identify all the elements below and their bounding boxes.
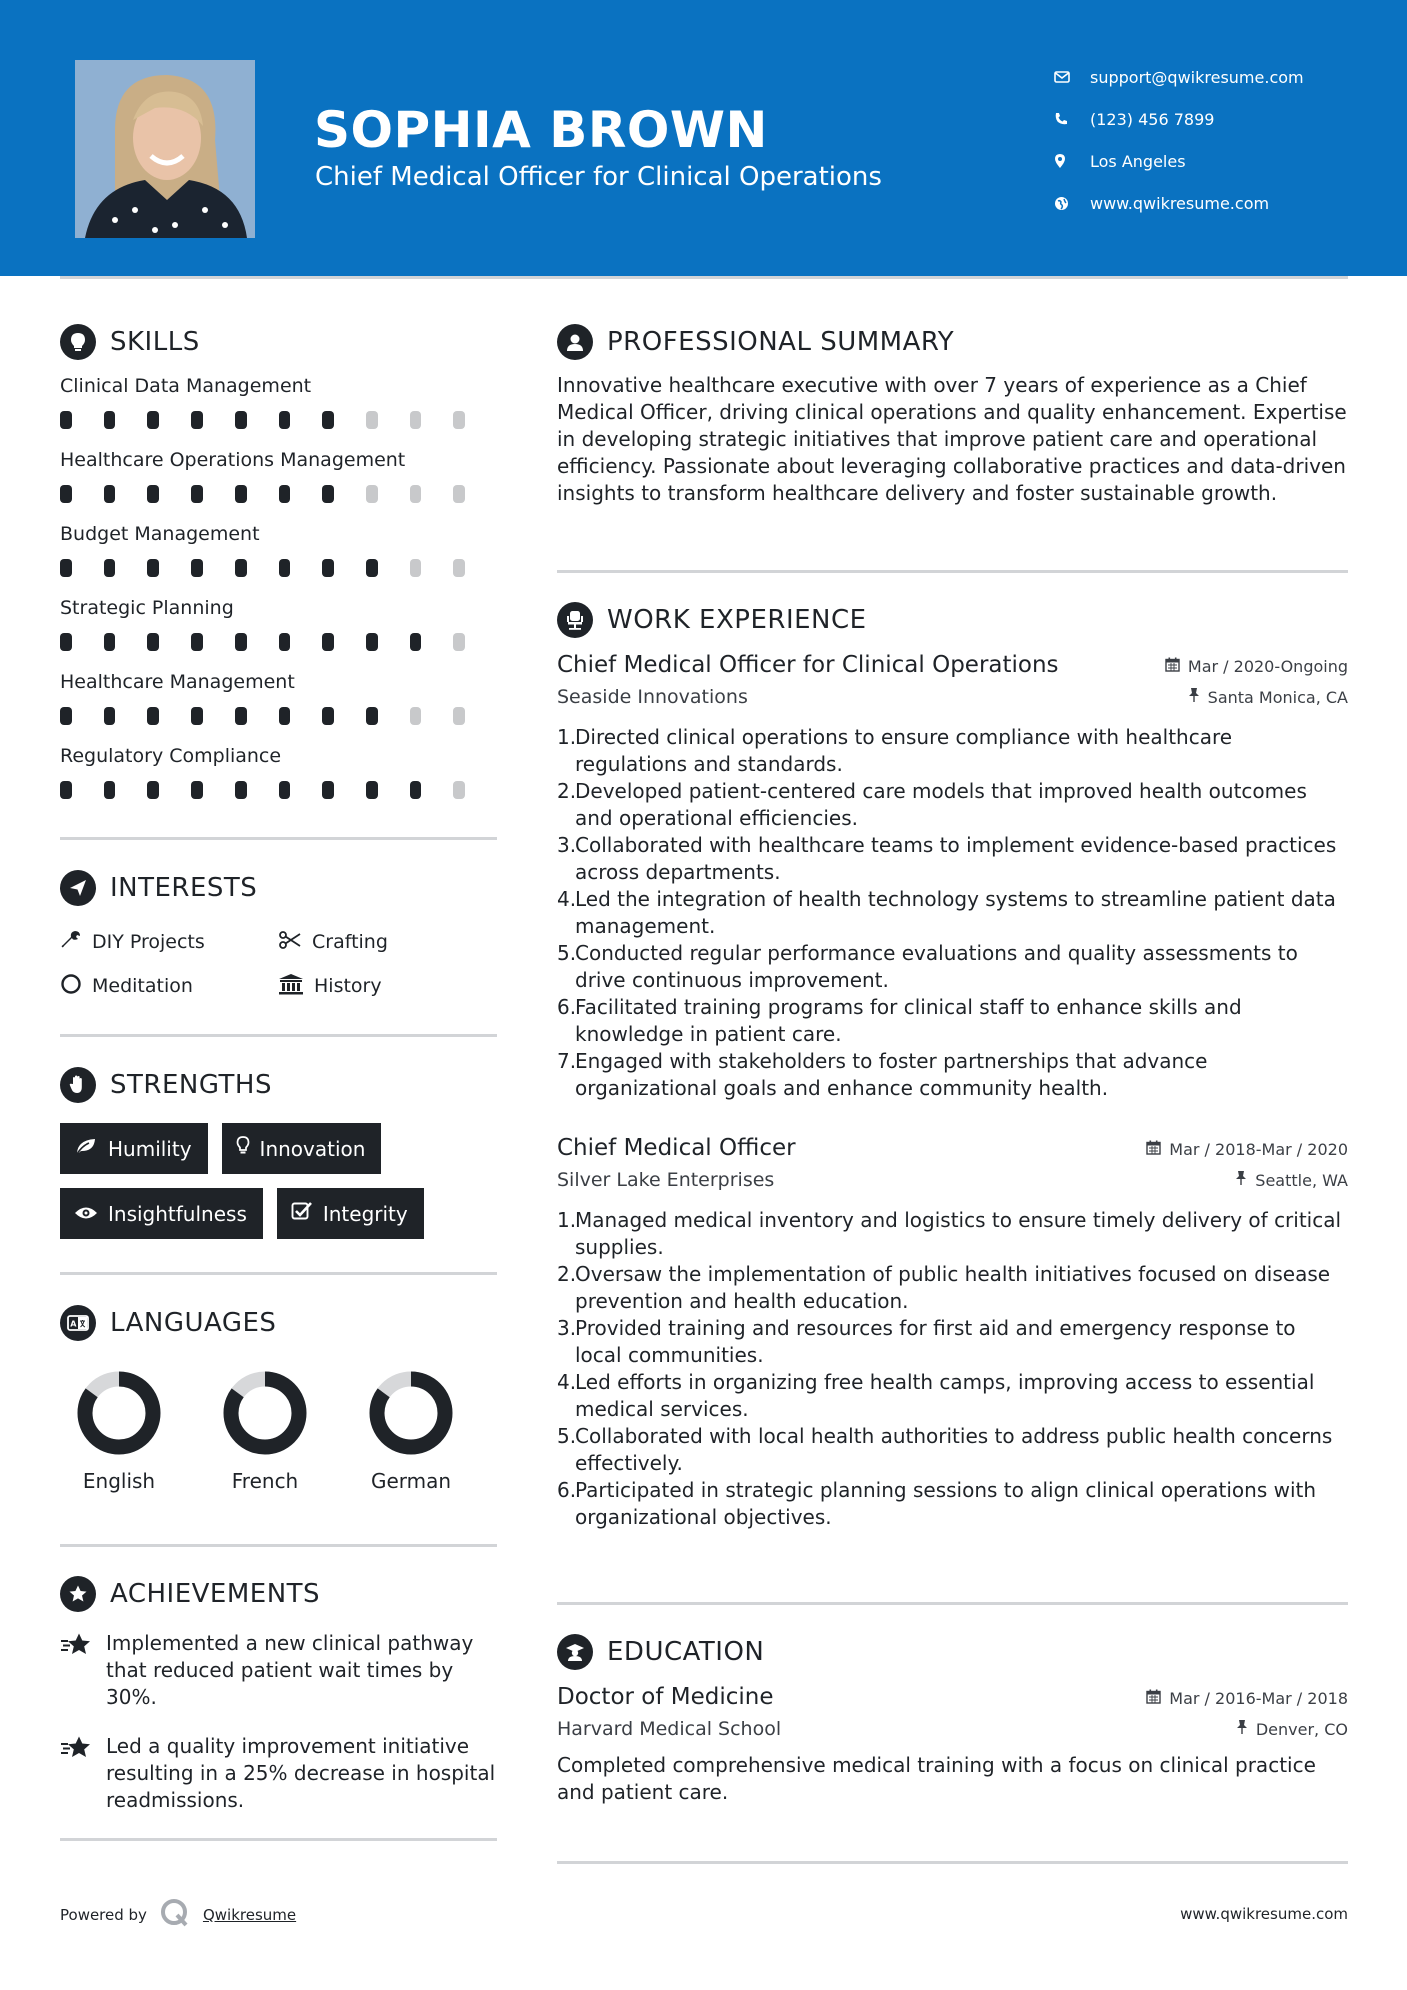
achievements-divider <box>60 1838 497 1841</box>
skill-item <box>60 597 497 671</box>
skills-title: SKILLS <box>110 327 200 357</box>
interests-list <box>60 928 497 1000</box>
rating-dot <box>60 411 72 429</box>
header-divider <box>60 276 1348 279</box>
job-title: Chief Medical Officer <box>557 1135 796 1161</box>
skills-divider <box>60 837 497 840</box>
skill-name: Strategic Planning <box>60 597 234 619</box>
rating-dot <box>60 781 72 799</box>
language-level-ring <box>77 1371 161 1455</box>
achievement-text: Implemented a new clinical pathway that reduced patient wait times by 30%. <box>106 1631 474 1709</box>
duty-text: Led the integration of health technology systems to streamline patient data management. <box>575 887 1336 938</box>
rating-dot <box>147 559 159 577</box>
strength-badge <box>60 1188 263 1239</box>
rating-dot <box>279 633 291 651</box>
interests-title: INTERESTS <box>110 873 258 903</box>
interest-label: History <box>314 975 382 997</box>
job-entry <box>557 652 1348 1102</box>
rating-dot <box>453 411 465 429</box>
duty-number: 1. <box>557 1208 577 1232</box>
pushpin-icon <box>1236 1719 1248 1739</box>
circle-icon <box>60 973 82 1000</box>
language-level-ring <box>369 1371 453 1455</box>
candidate-role: Chief Medical Officer for Clinical Operations <box>315 162 882 192</box>
rating-dot <box>147 485 159 503</box>
calendar-icon <box>1146 1140 1161 1159</box>
duty-text: Oversaw the implementation of public health initiatives focused on disease prevention and health education. <box>575 1262 1331 1313</box>
rating-dot <box>322 707 334 725</box>
experience-divider <box>557 1602 1348 1605</box>
rating-dot <box>279 707 291 725</box>
museum-icon <box>278 973 304 1000</box>
education-heading <box>557 1634 1348 1670</box>
language-level-ring <box>223 1371 307 1455</box>
duty-item <box>557 1315 1348 1369</box>
rating-dot <box>235 559 247 577</box>
education-location <box>1236 1719 1348 1739</box>
rating-dot <box>191 707 203 725</box>
achievements-section <box>60 1576 497 1836</box>
duty-item <box>557 1477 1348 1531</box>
resume-header <box>0 0 1407 276</box>
rating-dot <box>453 485 465 503</box>
skill-name: Healthcare Management <box>60 671 295 693</box>
star-icon <box>60 1735 92 1814</box>
job-entry <box>557 1135 1348 1531</box>
lightbulb-icon <box>236 1135 250 1162</box>
hand-icon <box>60 1067 96 1103</box>
language-label: English <box>82 1469 156 1493</box>
star-badge-icon <box>60 1576 96 1612</box>
education-text: Completed comprehensive medical training with a focus on clinical practice and patient care. <box>557 1753 1316 1804</box>
job-title: Chief Medical Officer for Clinical Operations <box>557 652 1059 678</box>
skill-rating <box>60 553 497 597</box>
rating-dot <box>322 781 334 799</box>
paper-plane-icon <box>60 870 96 906</box>
achievements-title: ACHIEVEMENTS <box>110 1579 321 1609</box>
languages-heading <box>60 1305 497 1341</box>
skill-rating <box>60 701 497 745</box>
achievements-list <box>60 1630 497 1814</box>
duty-item <box>557 1369 1348 1423</box>
qwikresume-logo-icon <box>159 1897 191 1933</box>
strength-badge <box>60 1123 208 1174</box>
interest-label: DIY Projects <box>92 931 205 953</box>
rating-dot <box>147 781 159 799</box>
duty-number: 1. <box>557 725 577 749</box>
duty-number: 5. <box>557 1424 577 1448</box>
rating-dot <box>410 633 422 651</box>
strengths-divider <box>60 1272 497 1275</box>
education-title: EDUCATION <box>607 1637 765 1667</box>
rating-dot <box>60 559 72 577</box>
footer-powered-by <box>60 1897 296 1933</box>
job-location <box>1235 1170 1348 1190</box>
strength-label: Integrity <box>322 1201 408 1226</box>
rating-dot <box>366 633 378 651</box>
job-location <box>1188 687 1348 707</box>
skill-name: Healthcare Operations Management <box>60 449 406 471</box>
job-dates <box>1146 1140 1348 1159</box>
education-dates <box>1146 1689 1348 1708</box>
rating-dot <box>104 559 116 577</box>
skill-item <box>60 523 497 597</box>
job-company: Seaside Innovations <box>557 686 748 708</box>
rating-dot <box>322 411 334 429</box>
language-label: German <box>370 1469 452 1493</box>
experience-section <box>557 602 1348 1531</box>
experience-title: WORK EXPERIENCE <box>607 605 867 635</box>
job-dates-text: Mar / 2018-Mar / 2020 <box>1169 1140 1348 1159</box>
strength-label: Insightfulness <box>108 1201 247 1226</box>
rating-dot <box>235 411 247 429</box>
duty-text: Collaborated with healthcare teams to implement evidence-based practices across departments. <box>575 833 1337 884</box>
rating-dot <box>322 485 334 503</box>
pushpin-icon <box>1235 1170 1247 1190</box>
strengths-section <box>60 1067 497 1239</box>
contact-website-text: www.qwikresume.com <box>1090 193 1270 213</box>
skills-section <box>60 324 497 819</box>
skill-name: Budget Management <box>60 523 260 545</box>
duty-item <box>557 994 1348 1048</box>
duty-number: 2. <box>557 1262 577 1286</box>
duty-number: 3. <box>557 833 577 857</box>
duty-text: Conducted regular performance evaluations and quality assessments to drive continuous improvement. <box>575 941 1298 992</box>
rating-dot <box>147 633 159 651</box>
candidate-name: SOPHIA BROWN <box>314 101 768 159</box>
rating-dot <box>191 781 203 799</box>
rating-dot <box>366 559 378 577</box>
job-duties <box>557 724 1348 1102</box>
duty-number: 4. <box>557 887 577 911</box>
rating-dot <box>410 707 422 725</box>
skill-rating <box>60 479 497 523</box>
skills-list <box>60 375 497 819</box>
summary-section <box>557 324 1348 507</box>
star-icon <box>60 1632 92 1711</box>
languages-section <box>60 1305 497 1493</box>
rating-dot <box>453 633 465 651</box>
strengths-heading <box>60 1067 497 1103</box>
wrench-icon <box>60 929 82 956</box>
duty-number: 5. <box>557 941 577 965</box>
duty-item <box>557 724 1348 778</box>
interest-item <box>60 972 278 1000</box>
job-dates-text: Mar / 2020-Ongoing <box>1187 657 1348 676</box>
job-duties <box>557 1207 1348 1531</box>
contact-email[interactable] <box>1054 56 1304 98</box>
skill-name: Regulatory Compliance <box>60 745 282 767</box>
rating-dot <box>410 485 422 503</box>
languages-list <box>60 1371 497 1493</box>
contact-phone[interactable] <box>1054 98 1304 140</box>
rating-dot <box>235 485 247 503</box>
office-chair-icon <box>557 602 593 638</box>
skill-rating <box>60 627 497 671</box>
duty-text: Participated in strategic planning sessions to align clinical operations with organizational objectives. <box>575 1478 1317 1529</box>
duty-item <box>557 940 1348 994</box>
rating-dot <box>366 781 378 799</box>
rating-dot <box>191 559 203 577</box>
rating-dot <box>235 707 247 725</box>
education-location-text: Denver, CO <box>1255 1719 1348 1739</box>
duty-item <box>557 832 1348 886</box>
calendar-icon <box>1165 657 1180 676</box>
interest-label: Crafting <box>312 931 388 953</box>
rating-dot <box>322 633 334 651</box>
duty-text: Provided training and resources for first aid and emergency response to local communities. <box>575 1316 1296 1367</box>
rating-dot <box>191 411 203 429</box>
achievements-heading <box>60 1576 497 1612</box>
job-company: Silver Lake Enterprises <box>557 1169 775 1191</box>
contact-info <box>1054 56 1304 224</box>
education-entry <box>557 1684 1348 1806</box>
rating-dot <box>191 485 203 503</box>
rating-dot <box>366 485 378 503</box>
brand-link[interactable]: Qwikresume <box>202 1906 297 1924</box>
language-item <box>78 1371 160 1493</box>
summary-divider <box>557 570 1348 573</box>
skills-heading <box>60 324 497 360</box>
duty-item <box>557 886 1348 940</box>
duty-text: Developed patient-centered care models that improved health outcomes and operational efficiencies. <box>575 779 1307 830</box>
rating-dot <box>279 411 291 429</box>
language-label: French <box>231 1469 299 1493</box>
rating-dot <box>60 633 72 651</box>
globe-icon <box>1054 196 1090 211</box>
job-location-text: Seattle, WA <box>1255 1170 1348 1190</box>
summary-title: PROFESSIONAL SUMMARY <box>607 327 955 357</box>
scissors-icon <box>278 930 302 955</box>
interest-label: Meditation <box>92 975 193 997</box>
phone-icon <box>1054 112 1090 126</box>
duty-text: Led efforts in organizing free health camps, improving access to essential medical services. <box>575 1370 1315 1421</box>
languages-title: LANGUAGES <box>110 1308 277 1338</box>
duty-number: 7. <box>557 1049 577 1073</box>
job-location-text: Santa Monica, CA <box>1207 687 1348 707</box>
rating-dot <box>366 707 378 725</box>
profile-photo <box>75 60 255 238</box>
duty-number: 6. <box>557 1478 577 1502</box>
rating-dot <box>410 559 422 577</box>
skill-rating <box>60 405 497 449</box>
duty-text: Engaged with stakeholders to foster partnerships that advance organizational goals and enhance community health. <box>575 1049 1208 1100</box>
summary-heading <box>557 324 1348 360</box>
leaf-icon <box>74 1136 98 1161</box>
rating-dot <box>191 633 203 651</box>
skill-item <box>60 375 497 449</box>
strength-label: Humility <box>108 1136 192 1161</box>
interests-heading <box>60 870 497 906</box>
achievement-text: Led a quality improvement initiative resulting in a 25% decrease in hospital readmissions. <box>106 1734 496 1812</box>
svg-text:A: A <box>70 1319 77 1329</box>
powered-by-text: Powered by <box>60 1906 147 1924</box>
skill-name: Clinical Data Management <box>60 375 312 397</box>
rating-dot <box>453 707 465 725</box>
graduate-icon <box>557 1634 593 1670</box>
skill-item <box>60 745 497 819</box>
footer-website[interactable]: www.qwikresume.com <box>1180 1905 1348 1923</box>
interests-divider <box>60 1034 497 1037</box>
eye-icon <box>74 1202 98 1226</box>
duty-text: Managed medical inventory and logistics to ensure timely delivery of critical supplies. <box>575 1208 1342 1259</box>
rating-dot <box>104 633 116 651</box>
duty-number: 4. <box>557 1370 577 1394</box>
contact-phone-text: (123) 456 7899 <box>1090 109 1215 129</box>
interest-item <box>60 928 278 956</box>
education-section <box>557 1634 1348 1806</box>
duty-item <box>557 1207 1348 1261</box>
contact-location <box>1054 140 1304 182</box>
duty-text: Directed clinical operations to ensure compliance with healthcare regulations and standards. <box>575 725 1233 776</box>
skill-item <box>60 449 497 523</box>
achievement-item <box>60 1630 497 1711</box>
interests-section <box>60 870 497 1000</box>
rating-dot <box>104 411 116 429</box>
languages-divider <box>60 1544 497 1547</box>
pushpin-icon <box>1188 687 1200 707</box>
lightbulb-icon <box>60 324 96 360</box>
rating-dot <box>104 781 116 799</box>
rating-dot <box>60 707 72 725</box>
rating-dot <box>279 485 291 503</box>
duty-number: 2. <box>557 779 577 803</box>
contact-email-text: support@qwikresume.com <box>1090 67 1304 87</box>
experience-heading <box>557 602 1348 638</box>
strength-label: Innovation <box>259 1136 366 1161</box>
rating-dot <box>104 485 116 503</box>
duty-item <box>557 1048 1348 1102</box>
rating-dot <box>453 781 465 799</box>
strengths-title: STRENGTHS <box>110 1070 272 1100</box>
rating-dot <box>410 411 422 429</box>
strengths-list <box>60 1123 460 1239</box>
strength-badge <box>277 1188 424 1239</box>
calendar-icon <box>1146 1689 1161 1708</box>
rating-dot <box>104 707 116 725</box>
rating-dot <box>235 781 247 799</box>
language-item <box>370 1371 452 1493</box>
job-dates <box>1165 657 1348 676</box>
duty-number: 6. <box>557 995 577 1019</box>
contact-location-text: Los Angeles <box>1090 151 1186 171</box>
rating-dot <box>366 411 378 429</box>
skill-rating <box>60 775 497 819</box>
language-item <box>224 1371 306 1493</box>
skill-item <box>60 671 497 745</box>
duty-item <box>557 1261 1348 1315</box>
education-divider <box>557 1861 1348 1864</box>
rating-dot <box>410 781 422 799</box>
interest-item <box>278 972 478 1000</box>
rating-dot <box>322 559 334 577</box>
map-marker-icon <box>1054 153 1090 169</box>
rating-dot <box>453 559 465 577</box>
achievement-item <box>60 1733 497 1814</box>
education-dates-text: Mar / 2016-Mar / 2018 <box>1169 1689 1348 1708</box>
envelope-icon <box>1054 70 1090 84</box>
summary-text: Innovative healthcare executive with over 7 years of experience as a Chief Medical Officer, driving clinical operations and quality enhancement. Expertise in developing strategic initiatives that improve patient care and operational efficiency. Passionate about leveraging collaborative practices and data-driven insights to transform healthcare delivery and foster sustainable growth. <box>557 373 1347 505</box>
rating-dot <box>235 633 247 651</box>
interest-item <box>278 928 478 956</box>
check-square-icon <box>291 1201 313 1226</box>
duty-item <box>557 778 1348 832</box>
rating-dot <box>147 707 159 725</box>
language-icon <box>60 1305 96 1341</box>
rating-dot <box>147 411 159 429</box>
user-icon <box>557 324 593 360</box>
rating-dot <box>279 781 291 799</box>
duty-text: Collaborated with local health authorities to address public health concerns effectively. <box>575 1424 1333 1475</box>
rating-dot <box>279 559 291 577</box>
school: Harvard Medical School <box>557 1718 782 1740</box>
rating-dot <box>60 485 72 503</box>
duty-number: 3. <box>557 1316 577 1340</box>
duty-item <box>557 1423 1348 1477</box>
degree: Doctor of Medicine <box>557 1684 774 1710</box>
duty-text: Facilitated training programs for clinical staff to enhance skills and knowledge in patient care. <box>575 995 1242 1046</box>
contact-website[interactable] <box>1054 182 1304 224</box>
strength-badge <box>222 1123 382 1174</box>
